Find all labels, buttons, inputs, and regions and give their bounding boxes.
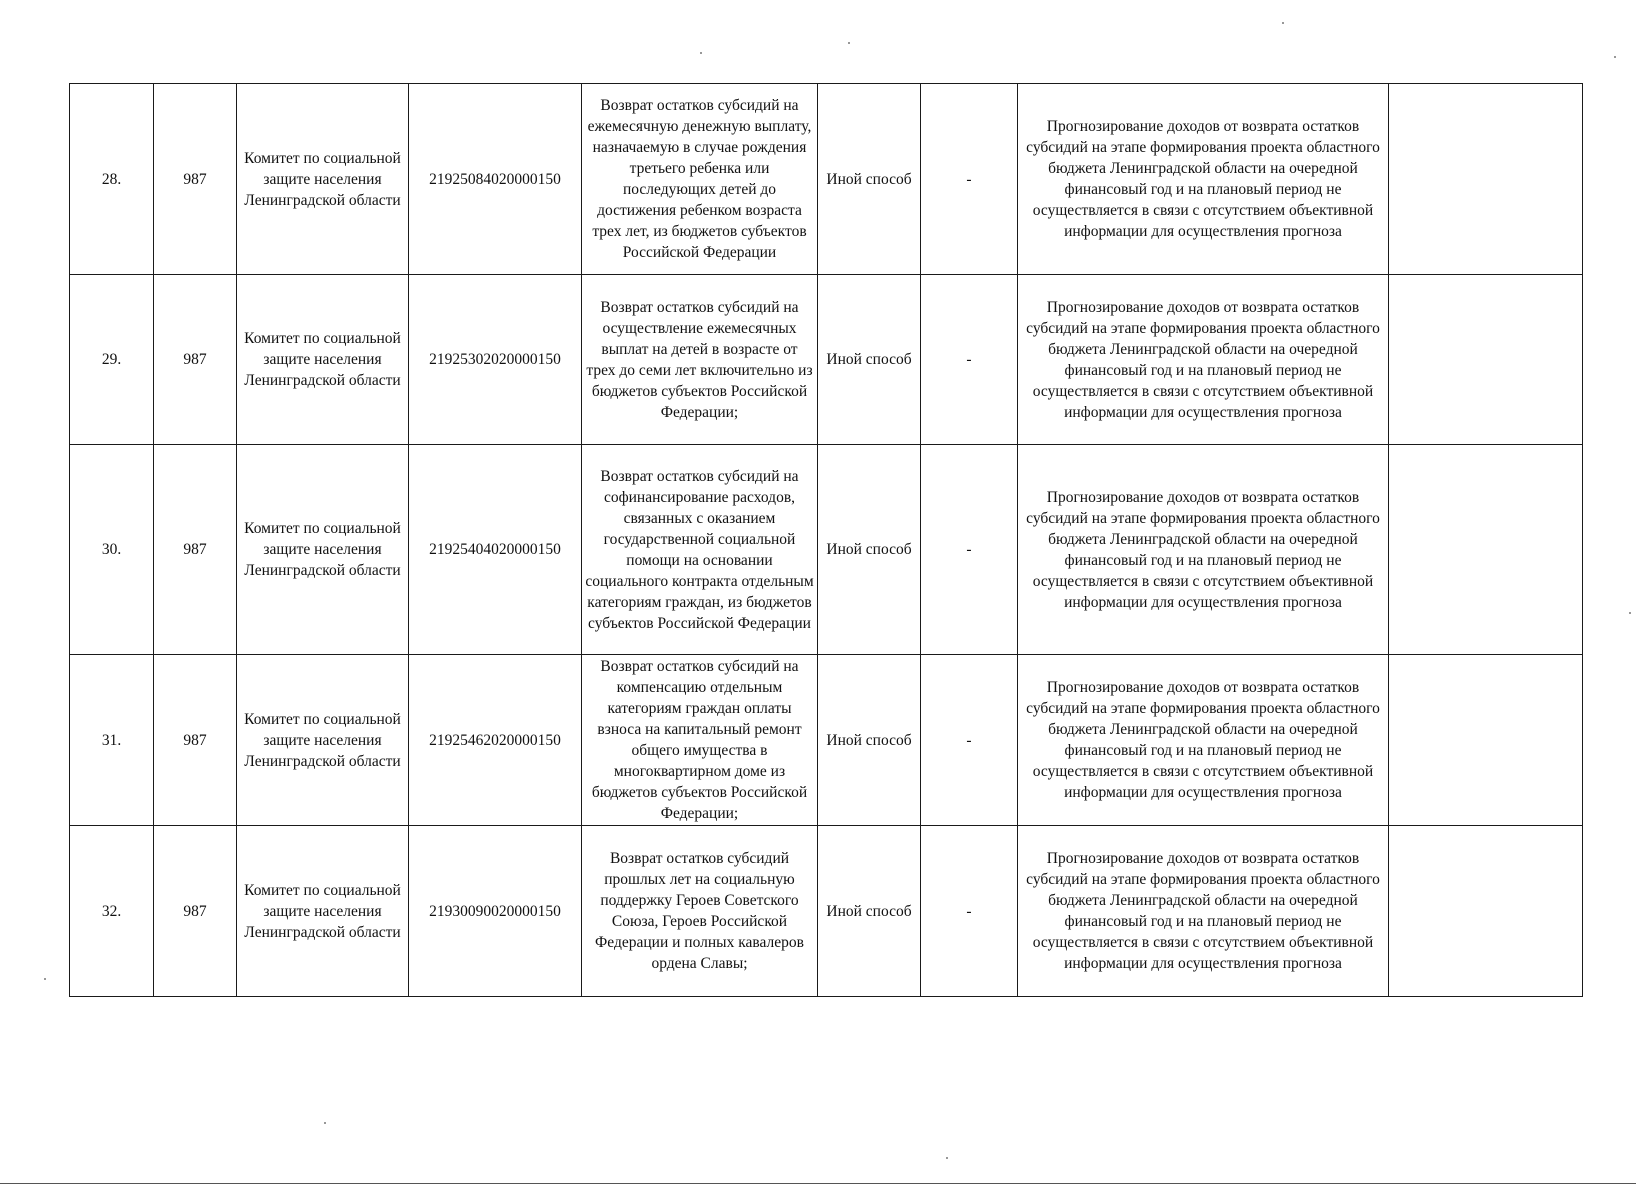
table-row — [70, 275, 1583, 445]
scan-speck — [1614, 56, 1616, 58]
administrator-name: Комитет по социальной защите населения Ленинградской области — [237, 84, 409, 275]
administrator-code: 987 — [154, 84, 237, 275]
administrator-code: 987 — [154, 826, 237, 997]
scan-speck — [946, 1157, 948, 1159]
forecast-algorithm: Прогнозирование доходов от возврата остатков субсидий на этапе формирования проекта областного бюджета Ленинградской области на очередной финансовый год и на плановый период не осуществляется в связи с отсутствием объективной информации для осуществления прогноза — [1018, 826, 1389, 997]
forecast-method: Иной способ — [818, 826, 921, 997]
scan-speck — [44, 978, 46, 980]
scan-speck — [1282, 22, 1284, 24]
scan-speck — [324, 1122, 326, 1124]
administrator-name: Комитет по социальной защите населения Ленинградской области — [237, 655, 409, 826]
calculation-formula: - — [921, 655, 1018, 826]
revenue-description: Возврат остатков субсидий на компенсацию отдельным категориям граждан оплаты взноса на капитальный ремонт общего имущества в многоквартирном доме из бюджетов субъектов Российской Федерации; — [582, 655, 818, 826]
row-number: 29. — [70, 275, 154, 445]
note-cell — [1389, 275, 1583, 445]
forecast-method: Иной способ — [818, 445, 921, 655]
budget-classification-code: 21925462020000150 — [409, 655, 582, 826]
forecast-algorithm: Прогнозирование доходов от возврата остатков субсидий на этапе формирования проекта областного бюджета Ленинградской области на очередной финансовый год и на плановый период не осуществляется в связи с отсутствием объективной информации для осуществления прогноза — [1018, 84, 1389, 275]
row-number: 31. — [70, 655, 154, 826]
note-cell — [1389, 655, 1583, 826]
note-cell — [1389, 826, 1583, 997]
note-cell — [1389, 445, 1583, 655]
forecast-method: Иной способ — [818, 84, 921, 275]
forecast-method: Иной способ — [818, 655, 921, 826]
budget-classification-code: 21925302020000150 — [409, 275, 582, 445]
scan-speck — [1629, 612, 1631, 614]
table-row — [70, 826, 1583, 997]
administrator-code: 987 — [154, 445, 237, 655]
forecast-algorithm: Прогнозирование доходов от возврата остатков субсидий на этапе формирования проекта областного бюджета Ленинградской области на очередной финансовый год и на плановый период не осуществляется в связи с отсутствием объективной информации для осуществления прогноза — [1018, 655, 1389, 826]
scan-speck — [700, 52, 702, 54]
revenue-description: Возврат остатков субсидий прошлых лет на социальную поддержку Героев Советского Союза, Героев Российской Федерации и полных кавалеров ордена Славы; — [582, 826, 818, 997]
table-row — [70, 84, 1583, 275]
administrator-name: Комитет по социальной защите населения Ленинградской области — [237, 826, 409, 997]
row-number: 30. — [70, 445, 154, 655]
revenue-description: Возврат остатков субсидий на софинансирование расходов, связанных с оказанием государственной социальной помощи на основании социального контракта отдельным категориям граждан, из бюджетов субъектов Российской Федерации — [582, 445, 818, 655]
administrator-code: 987 — [154, 655, 237, 826]
note-cell — [1389, 84, 1583, 275]
administrator-name: Комитет по социальной защите населения Ленинградской области — [237, 445, 409, 655]
calculation-formula: - — [921, 84, 1018, 275]
budget-classification-code: 21925084020000150 — [409, 84, 582, 275]
revenue-forecast-table — [69, 83, 1583, 997]
scan-edge-line — [0, 1183, 1636, 1184]
forecast-method: Иной способ — [818, 275, 921, 445]
scan-speck — [848, 42, 850, 44]
revenue-description: Возврат остатков субсидий на ежемесячную денежную выплату, назначаемую в случае рождения третьего ребенка или последующих детей до достижения ребенком возраста трех лет, из бюджетов субъектов Российской Федерации — [582, 84, 818, 275]
forecast-algorithm: Прогнозирование доходов от возврата остатков субсидий на этапе формирования проекта областного бюджета Ленинградской области на очередной финансовый год и на плановый период не осуществляется в связи с отсутствием объективной информации для осуществления прогноза — [1018, 275, 1389, 445]
administrator-name: Комитет по социальной защите населения Ленинградской области — [237, 275, 409, 445]
row-number: 32. — [70, 826, 154, 997]
row-number: 28. — [70, 84, 154, 275]
forecast-algorithm: Прогнозирование доходов от возврата остатков субсидий на этапе формирования проекта областного бюджета Ленинградской области на очередной финансовый год и на плановый период не осуществляется в связи с отсутствием объективной информации для осуществления прогноза — [1018, 445, 1389, 655]
calculation-formula: - — [921, 445, 1018, 655]
administrator-code: 987 — [154, 275, 237, 445]
table-row — [70, 445, 1583, 655]
revenue-description: Возврат остатков субсидий на осуществление ежемесячных выплат на детей в возрасте от трех до семи лет включительно из бюджетов субъектов Российской Федерации; — [582, 275, 818, 445]
table-row — [70, 655, 1583, 826]
calculation-formula: - — [921, 826, 1018, 997]
budget-classification-code: 21925404020000150 — [409, 445, 582, 655]
calculation-formula: - — [921, 275, 1018, 445]
budget-classification-code: 21930090020000150 — [409, 826, 582, 997]
